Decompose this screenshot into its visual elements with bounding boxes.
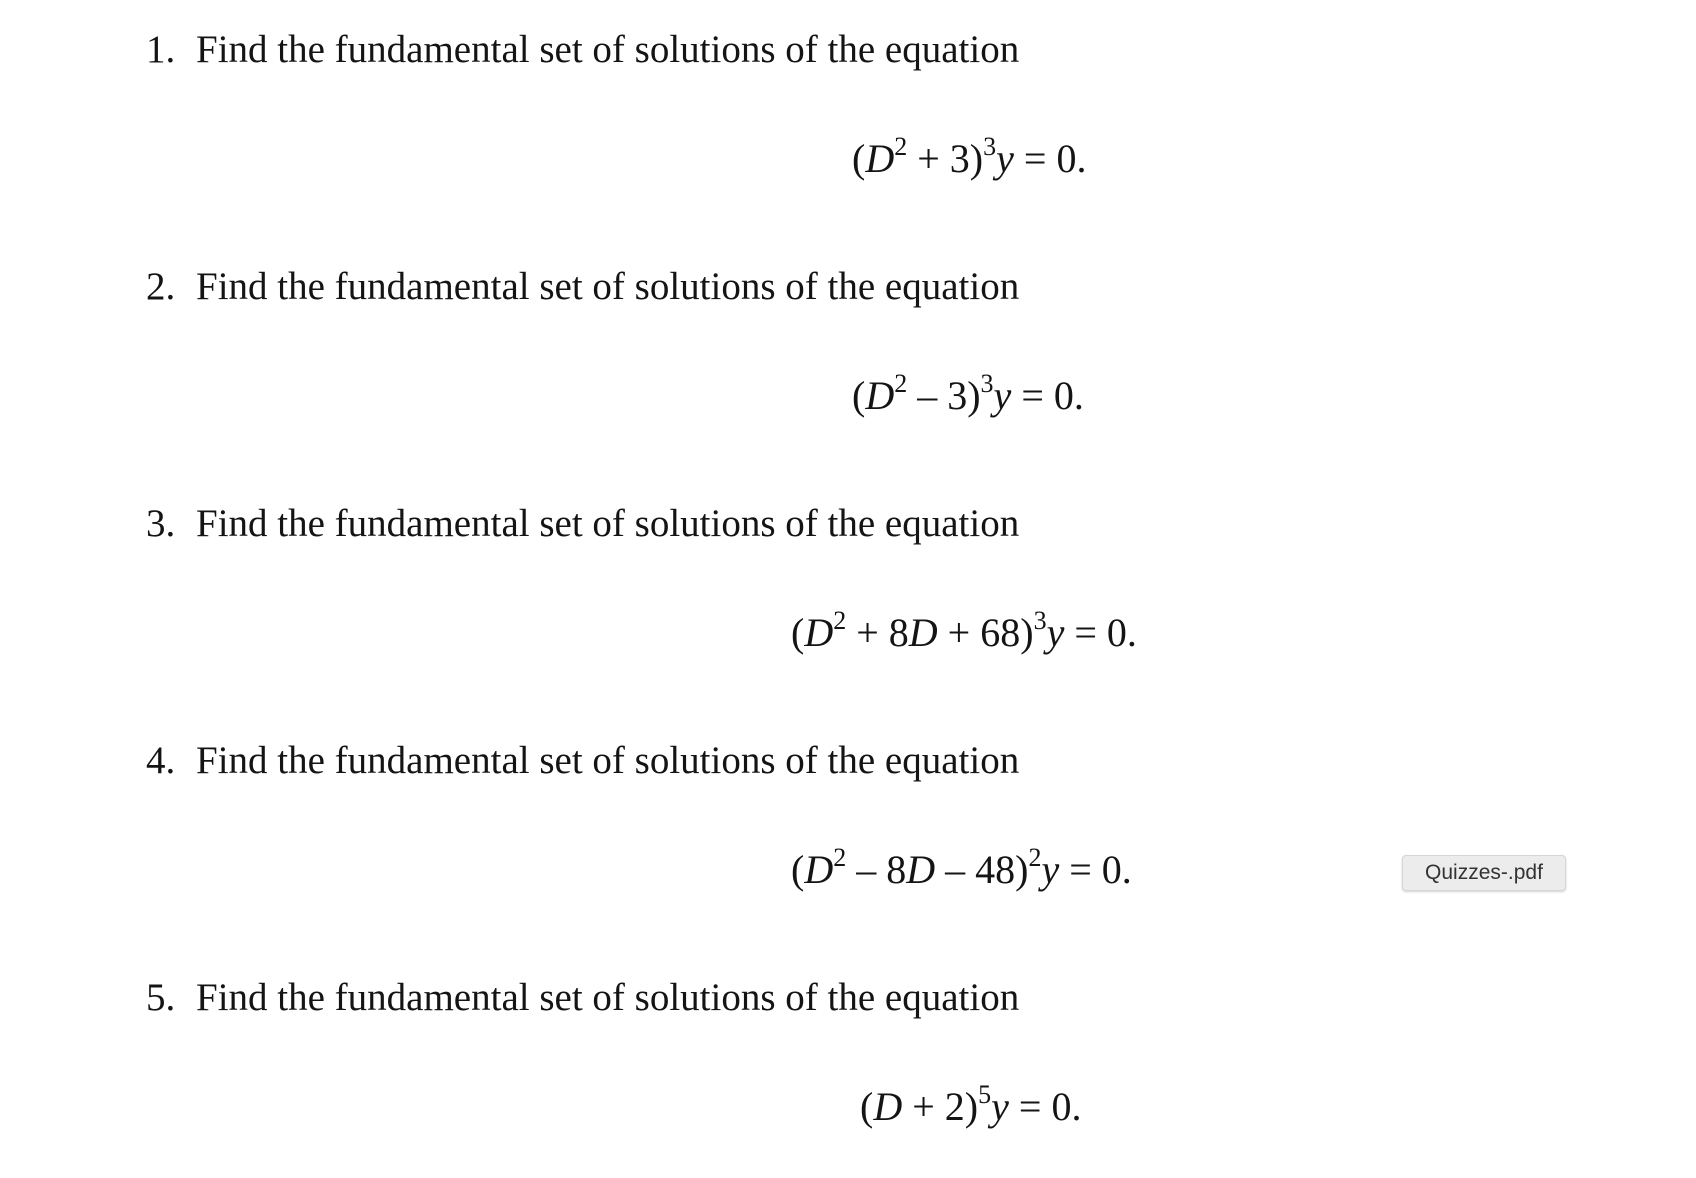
- equation: [791, 608, 1137, 658]
- equation: [791, 845, 1132, 895]
- file-name-badge[interactable]: Quizzes-.pdf: [1402, 855, 1566, 891]
- equation-paren-close: ): [964, 1084, 979, 1129]
- equation-equals: =: [1074, 610, 1097, 655]
- problem-number: 4.: [146, 739, 176, 782]
- equation-constant: 48: [975, 847, 1016, 892]
- problem-number: 2.: [146, 265, 176, 308]
- problem-text: Find the fundamental set of solutions of the equation: [196, 28, 1020, 71]
- equation: [852, 134, 1086, 184]
- equation-operator: –: [856, 847, 877, 892]
- equation-outer-exponent: 5: [978, 1080, 992, 1109]
- equation: [852, 371, 1084, 421]
- problem-number: 3.: [146, 502, 176, 545]
- equation-operator: +: [912, 1084, 935, 1129]
- equation-operator: –: [945, 847, 966, 892]
- equation-constant: 68: [980, 610, 1021, 655]
- equation-equals: =: [1018, 1084, 1042, 1129]
- equation-var-d: D: [804, 610, 834, 655]
- problem-prompt: [146, 26, 1019, 74]
- equation-paren-open: (: [791, 847, 805, 892]
- equation-var-y: y: [991, 1084, 1009, 1129]
- equation-equals: =: [1023, 136, 1047, 181]
- problem-text: Find the fundamental set of solutions of the equation: [196, 976, 1020, 1019]
- equation-rhs: 0.: [1053, 373, 1084, 418]
- equation-var-d: D: [908, 610, 938, 655]
- problem-prompt: [146, 737, 1019, 785]
- equation-var-y: y: [1041, 847, 1060, 892]
- problem-text: Find the fundamental set of solutions of the equation: [196, 502, 1020, 545]
- equation-var-y: y: [996, 136, 1014, 181]
- equation-constant: 2: [944, 1084, 965, 1129]
- equation-paren-open: (: [852, 136, 866, 181]
- problem-prompt: [146, 974, 1019, 1022]
- problem-prompt: [146, 500, 1019, 548]
- equation-paren-open: (: [852, 373, 866, 418]
- equation-outer-exponent: 3: [980, 369, 994, 398]
- equation-var-y: y: [1046, 610, 1065, 655]
- equation-equals: =: [1069, 847, 1092, 892]
- equation-var-y: y: [993, 373, 1012, 418]
- equation-paren-open: (: [860, 1084, 874, 1129]
- equation-constant: 3: [949, 136, 970, 181]
- equation-rhs: 0.: [1106, 610, 1137, 655]
- equation-paren-close: ): [1020, 610, 1034, 655]
- equation-rhs: 0.: [1051, 1084, 1082, 1129]
- equation-paren-close: ): [1015, 847, 1029, 892]
- equation-var-d: D: [906, 847, 936, 892]
- equation-outer-exponent: 2: [1028, 843, 1042, 872]
- equation-outer-exponent: 3: [1033, 606, 1047, 635]
- equation-rhs: 0.: [1056, 136, 1087, 181]
- equation-operator: +: [856, 610, 879, 655]
- equation-rhs: 0.: [1101, 847, 1132, 892]
- equation-exponent: 2: [894, 369, 908, 398]
- problem-prompt: [146, 263, 1019, 311]
- equation-var-d: D: [865, 373, 895, 418]
- equation-operator: +: [917, 136, 940, 181]
- equation-paren-close: ): [967, 373, 981, 418]
- problem-text: Find the fundamental set of solutions of the equation: [196, 265, 1020, 308]
- equation-operator: +: [947, 610, 971, 655]
- equation-operator: –: [917, 373, 938, 418]
- equation: [860, 1082, 1081, 1132]
- problem-text: Find the fundamental set of solutions of the equation: [196, 739, 1020, 782]
- equation-exponent: 2: [833, 843, 847, 872]
- equation-coefficient: 8: [888, 610, 909, 655]
- equation-equals: =: [1021, 373, 1044, 418]
- problem-number: 1.: [146, 28, 176, 71]
- equation-coefficient: 8: [886, 847, 907, 892]
- equation-outer-exponent: 3: [983, 132, 997, 161]
- equation-var-d: D: [804, 847, 834, 892]
- equation-constant: 3: [947, 373, 968, 418]
- equation-paren-open: (: [791, 610, 805, 655]
- equation-exponent: 2: [833, 606, 847, 635]
- equation-exponent: 2: [894, 132, 908, 161]
- equation-paren-close: ): [969, 136, 984, 181]
- equation-var-d: D: [865, 136, 895, 181]
- problem-number: 5.: [146, 976, 176, 1019]
- equation-var-d: D: [873, 1084, 903, 1129]
